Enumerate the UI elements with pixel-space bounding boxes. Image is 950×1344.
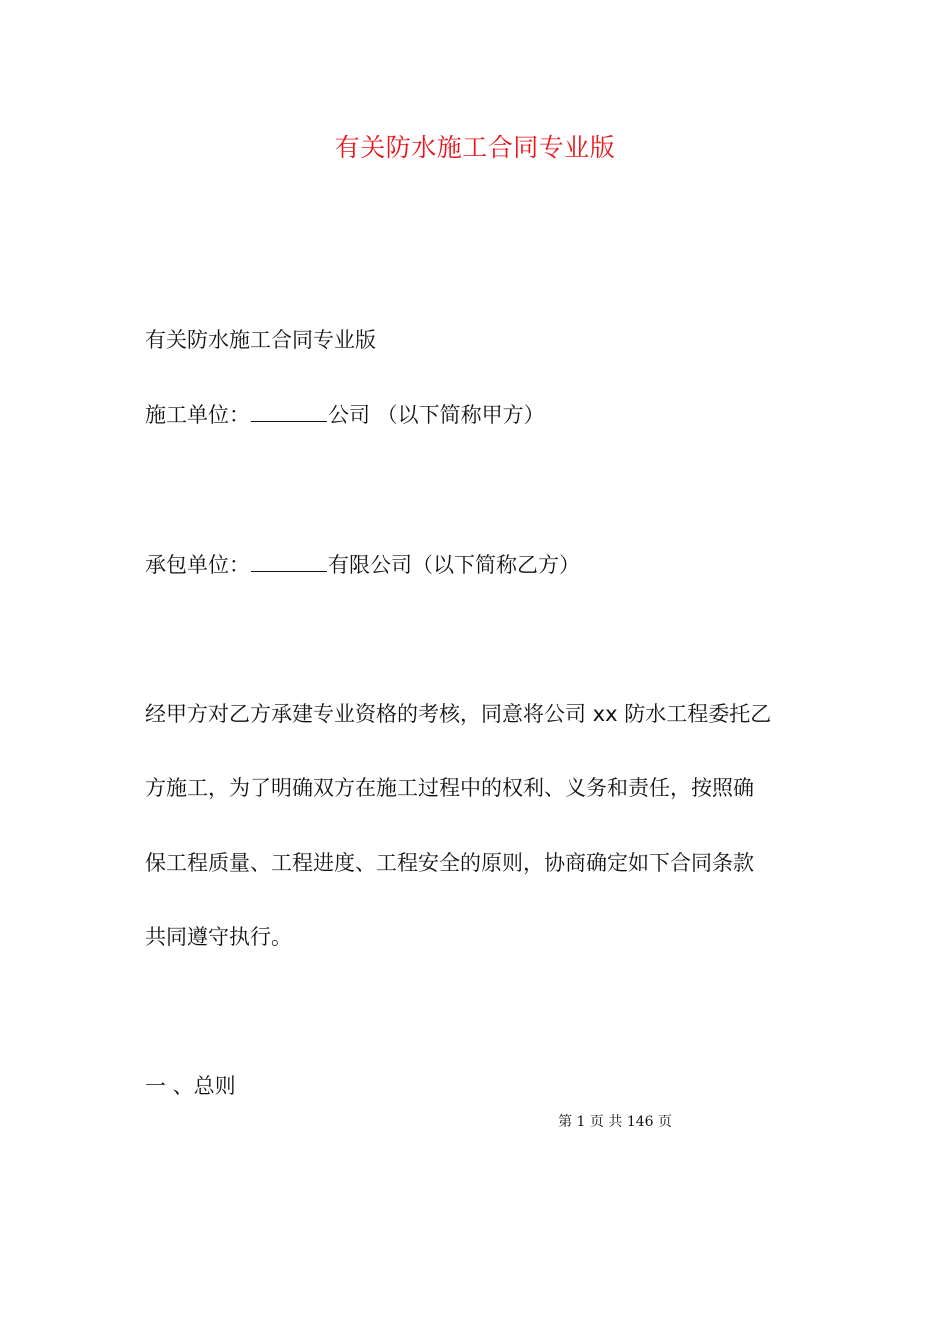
page-number-footer: 第 1 页 共 146 页 xyxy=(558,1114,672,1130)
paragraph-line: 共同遵守执行。 xyxy=(145,925,292,949)
paragraph-line: 保工程质量、工程进度、工程安全的原则，协商确定如下合同条款 xyxy=(145,851,754,875)
party-b-line xyxy=(145,549,580,580)
party-b-label: 承包单位： xyxy=(145,553,250,577)
party-b-suffix: 有限公司（以下简称乙方） xyxy=(328,553,580,577)
party-a-blank xyxy=(251,399,327,422)
paragraph-line: 经甲方对乙方承建专业资格的考核，同意将公司 xx 防水工程委托乙 xyxy=(145,702,772,726)
document-title: 有关防水施工合同专业版 xyxy=(334,133,616,162)
section-heading: 一 、总则 xyxy=(145,1074,236,1098)
party-a-suffix: 公司 （以下简称甲方） xyxy=(328,403,545,427)
paragraph-line: 方施工，为了明确双方在施工过程中的权利、义务和责任，按照确 xyxy=(145,776,754,800)
document-subtitle: 有关防水施工合同专业版 xyxy=(145,328,376,352)
party-a-label: 施工单位： xyxy=(145,403,250,427)
party-a-line xyxy=(145,399,545,430)
party-b-blank xyxy=(251,549,327,572)
